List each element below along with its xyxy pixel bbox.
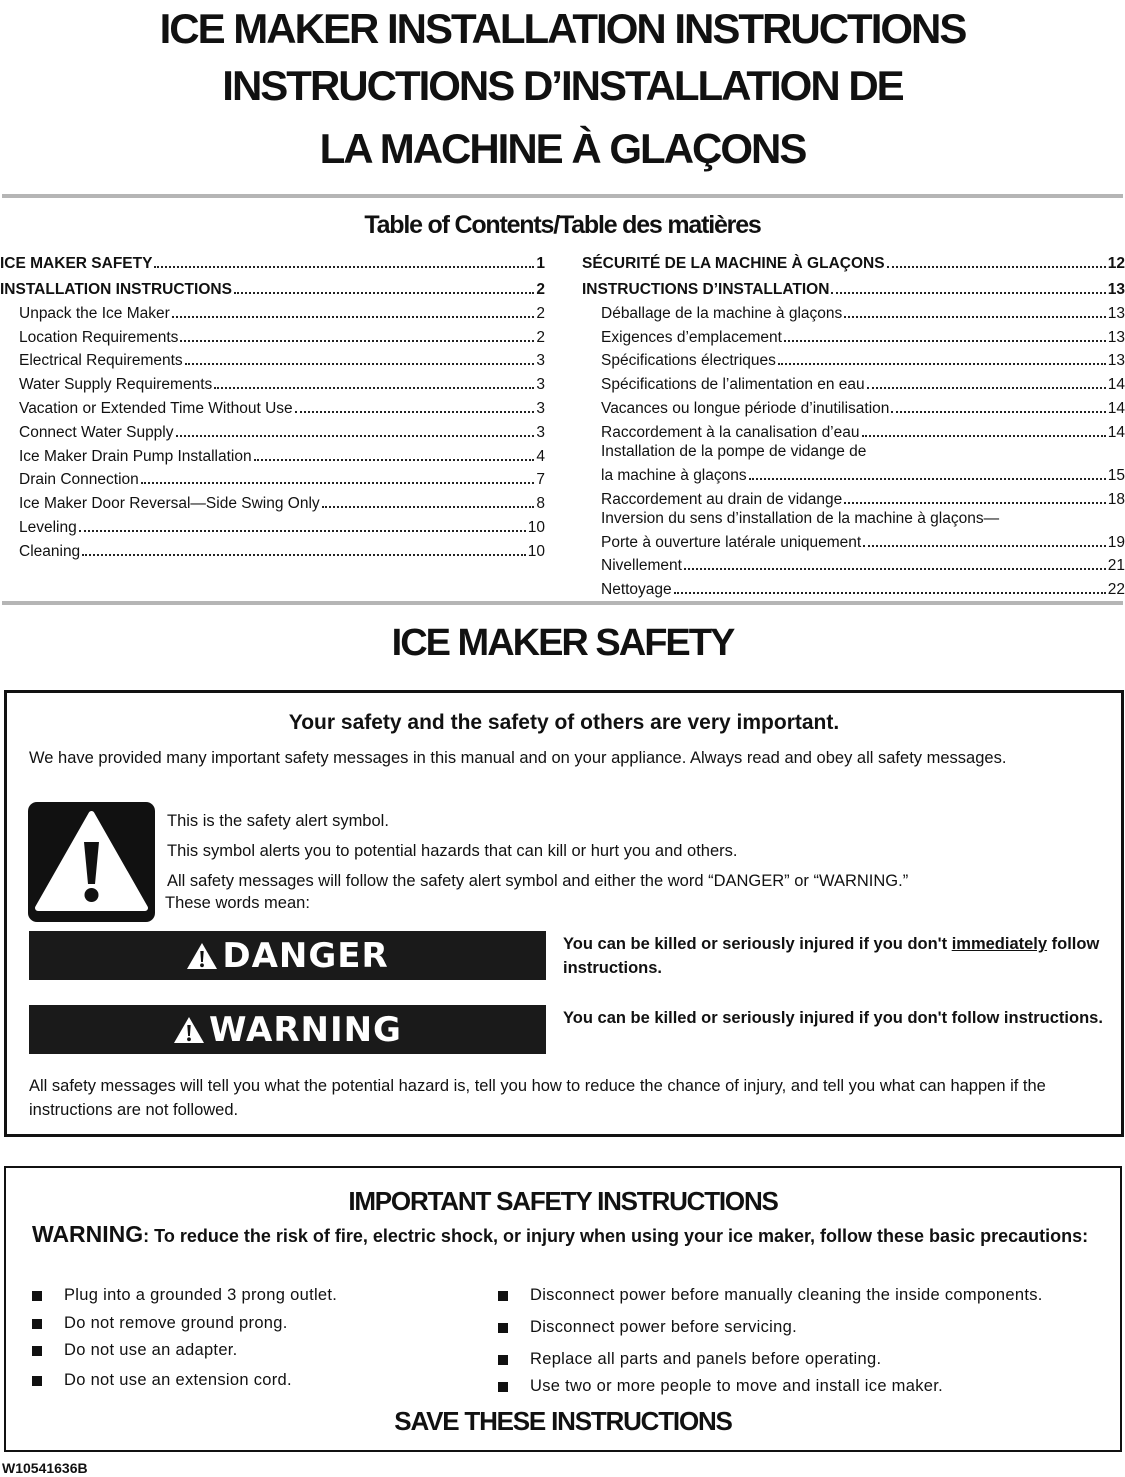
divider-middle — [2, 601, 1123, 605]
toc-entry-label: Leveling — [19, 518, 77, 536]
toc-entry-label: Spécifications électriques — [601, 352, 776, 370]
toc-entry-label-line1[interactable]: Installation de la pompe de vidange de — [601, 442, 867, 460]
toc-entry[interactable] — [582, 485, 1125, 509]
toc-entry-page: 14 — [1107, 399, 1125, 417]
toc-entry-page: 3 — [536, 399, 545, 417]
precaution-item — [32, 1371, 292, 1390]
save-instructions-footer: SAVE THESE INSTRUCTIONS — [394, 1406, 732, 1436]
precaution-text: Plug into a grounded 3 prong outlet. — [64, 1286, 338, 1304]
toc-entry-label: ICE MAKER SAFETY — [0, 255, 153, 272]
toc-entry-label-line1[interactable]: Inversion du sens d’installation de la machine à glaçons— — [601, 509, 1000, 527]
toc-entry-page: 2 — [536, 281, 545, 298]
toc-entry-label: Exigences d’emplacement — [601, 328, 782, 346]
toc-entry-page: 2 — [536, 328, 545, 346]
warning-label: WARNING — [209, 1009, 402, 1050]
bullet-square — [32, 1346, 42, 1356]
toc-leader — [180, 340, 534, 342]
danger-alert-icon — [186, 942, 218, 970]
toc-entry[interactable] — [582, 299, 1125, 323]
important-heading: IMPORTANT SAFETY INSTRUCTIONS — [348, 1186, 778, 1216]
precaution-text: Do not use an adapter. — [64, 1341, 238, 1359]
toc-leader — [863, 545, 1106, 547]
toc-leader — [891, 411, 1105, 413]
important-safety-box — [4, 1166, 1122, 1452]
toc-entry-page: 21 — [1107, 557, 1125, 575]
toc-leader — [154, 266, 534, 268]
toc-entry-label: Drain Connection — [19, 471, 139, 489]
toc-entry-label: Déballage de la machine à glaçons — [601, 304, 843, 322]
toc-entry-page: 7 — [536, 471, 545, 489]
toc-entry[interactable] — [0, 273, 545, 299]
toc-entry-label: Connect Water Supply — [19, 423, 174, 441]
toc-leader — [214, 387, 534, 389]
bullet-square — [32, 1376, 42, 1386]
bullet-square — [498, 1323, 508, 1333]
toc-entry-page: 1 — [536, 255, 545, 272]
title-line-1: ICE MAKER INSTALLATION INSTRUCTIONS — [159, 5, 966, 52]
toc-entry-label: Vacances ou longue période d’inutilisation — [601, 399, 890, 417]
toc-entry[interactable] — [0, 299, 545, 323]
toc-entry-page: 10 — [527, 542, 545, 560]
toc-entry-page: 12 — [1107, 255, 1125, 272]
toc-entry-page: 14 — [1107, 423, 1125, 441]
precaution-item — [498, 1286, 1043, 1305]
bullet-square — [498, 1382, 508, 1392]
safety-message-box — [4, 690, 1124, 1137]
toc-entry-page: 13 — [1107, 304, 1125, 322]
toc-entry-page: 14 — [1107, 376, 1125, 394]
toc-leader — [185, 363, 535, 365]
toc-entry-label: Raccordement à la canalisation d’eau — [601, 423, 860, 441]
toc-entry-page: 19 — [1107, 533, 1125, 551]
toc-leader — [831, 292, 1105, 294]
bullet-square — [32, 1319, 42, 1329]
danger-text-emphasis: immediately — [951, 935, 1048, 953]
toc-leader — [254, 459, 535, 461]
bullet-square — [498, 1291, 508, 1301]
precaution-item — [498, 1377, 943, 1396]
important-warning — [32, 1222, 1112, 1248]
toc-entry-page: 18 — [1107, 490, 1125, 508]
toc-entry-page: 13 — [1107, 328, 1125, 346]
toc-leader — [674, 592, 1106, 594]
precaution-item — [32, 1314, 288, 1333]
precaution-text: Do not remove ground prong. — [64, 1314, 288, 1332]
bullet-square — [498, 1355, 508, 1365]
precaution-item — [32, 1341, 238, 1360]
toc-leader — [862, 435, 1106, 437]
toc-entry-label: SÉCURITÉ DE LA MACHINE À GLAÇONS — [582, 255, 885, 272]
toc-entry[interactable] — [0, 537, 545, 561]
toc-leader — [234, 292, 534, 294]
toc-entry-label: Spécifications de l’alimentation en eau — [601, 376, 865, 394]
words-mean-label: These words mean: — [165, 894, 310, 912]
toc-entry-page: 3 — [536, 376, 545, 394]
toc-leader — [784, 340, 1106, 342]
toc-entry[interactable] — [0, 513, 545, 537]
toc-entry[interactable] — [582, 394, 1125, 418]
toc-entry[interactable] — [0, 247, 545, 273]
precaution-text: Disconnect power before manually cleaning the inside components. — [530, 1286, 1043, 1304]
toc-entry-page: 13 — [1107, 281, 1125, 298]
toc-entry-page: 2 — [536, 304, 545, 322]
safety-alert-description — [165, 810, 909, 912]
bullet-square — [32, 1291, 42, 1301]
toc-entry-page: 8 — [536, 495, 545, 513]
toc-leader — [79, 530, 526, 532]
toc-entry[interactable] — [582, 530, 1125, 552]
danger-signal-bar — [29, 931, 546, 980]
divider-top — [2, 194, 1123, 198]
toc-entry-label: la machine à glaçons — [601, 466, 747, 484]
toc-leader — [844, 502, 1105, 504]
toc-entry-page: 4 — [536, 447, 545, 465]
toc-entry-label: Nettoyage — [601, 581, 672, 599]
warning-text: : To reduce the risk of fire, electric shock, or injury when using your ice maker, follow these basic precautions: — [143, 1226, 1089, 1246]
toc-leader — [82, 554, 526, 556]
toc-leader — [295, 411, 535, 413]
precaution-text: Use two or more people to move and install ice maker. — [530, 1377, 944, 1395]
precaution-item — [498, 1318, 797, 1337]
toc-entry-label: Ice Maker Door Reversal—Side Swing Only — [19, 495, 320, 513]
document-id: W10541636B — [2, 1460, 88, 1476]
toc-heading: Table of Contents/Table des matières — [364, 211, 761, 239]
toc-entry[interactable] — [0, 347, 545, 371]
toc-leader — [867, 387, 1106, 389]
toc-entry[interactable] — [582, 418, 1125, 442]
toc-entry-page: 3 — [536, 423, 545, 441]
toc-leader — [844, 316, 1105, 318]
safety-box-intro: We have provided many important safety messages in this manual and on your appliance. Always read and obey all safety messages. — [29, 749, 1007, 767]
toc-leader — [778, 363, 1106, 365]
precaution-item — [32, 1286, 337, 1305]
danger-text-part: You can be killed or seriously injured if you don't — [563, 935, 952, 953]
toc-left-column — [0, 247, 545, 561]
toc-entry[interactable] — [582, 552, 1125, 576]
toc-entry-label: Vacation or Extended Time Without Use — [19, 399, 293, 417]
toc-entry[interactable] — [582, 247, 1125, 273]
danger-label: DANGER — [222, 935, 389, 976]
precaution-item — [498, 1350, 881, 1369]
toc-entry-page: 22 — [1107, 581, 1125, 599]
toc-entry-label: Cleaning — [19, 542, 81, 560]
toc-leader — [887, 266, 1106, 268]
toc-entry-label: Porte à ouverture latérale uniquement — [601, 533, 862, 551]
toc-entry[interactable] — [0, 442, 545, 466]
toc-entry[interactable] — [0, 323, 545, 347]
toc-entry[interactable] — [582, 463, 1125, 485]
alert-line: This is the safety alert symbol. — [167, 812, 389, 830]
toc-entry[interactable] — [0, 370, 545, 394]
toc-entry-label: Electrical Requirements — [19, 352, 183, 370]
safety-box-closing: All safety messages will tell you what the potential hazard is, tell you how to reduce the chance of injury, and tell you what can happen if the instructions are not followed. — [29, 1077, 1046, 1119]
toc-entry[interactable] — [0, 489, 545, 513]
precaution-text: Disconnect power before servicing. — [530, 1318, 797, 1336]
section-title-safety: ICE MAKER SAFETY — [391, 622, 734, 664]
toc-leader — [141, 482, 535, 484]
document-title — [0, 0, 1125, 177]
toc-leader — [684, 568, 1106, 570]
toc-entry-label: Raccordement au drain de vidange — [601, 490, 843, 508]
toc-entry-label: INSTALLATION INSTRUCTIONS — [0, 281, 232, 298]
danger-text-part: follow instructions. — [563, 935, 1100, 977]
toc-entry-label: Location Requirements — [19, 328, 179, 346]
warning-description: You can be killed or seriously injured if you don't follow instructions. — [563, 1009, 1103, 1027]
toc-entry[interactable] — [582, 273, 1125, 299]
toc-entry-page: 13 — [1107, 352, 1125, 370]
alert-line: All safety messages will follow the safety alert symbol and either the word “DANGER” or “WARNING.” — [167, 872, 909, 890]
danger-description — [563, 932, 1123, 980]
toc-entry-page: 10 — [527, 518, 545, 536]
warning-word: WARNING — [32, 1221, 144, 1247]
toc-leader — [322, 506, 535, 508]
toc-right-column — [582, 247, 1125, 599]
toc-entry[interactable] — [582, 347, 1125, 371]
toc-entry-page: 3 — [536, 352, 545, 370]
toc-leader — [172, 316, 535, 318]
warning-alert-icon — [173, 1016, 205, 1044]
toc-entry[interactable] — [582, 323, 1125, 347]
toc-entry-label: Water Supply Requirements — [19, 376, 213, 394]
toc-entry[interactable] — [0, 466, 545, 490]
toc-leader — [176, 435, 535, 437]
toc-entry[interactable] — [582, 370, 1125, 394]
toc-entry[interactable] — [0, 394, 545, 418]
safety-alert-icon — [28, 802, 155, 922]
alert-line: This symbol alerts you to potential hazards that can kill or hurt you and others. — [167, 842, 738, 860]
toc-entry-page: 15 — [1107, 466, 1125, 484]
toc-leader — [749, 478, 1106, 480]
warning-signal-bar — [29, 1005, 546, 1054]
toc-entry-label: Ice Maker Drain Pump Installation — [19, 447, 252, 465]
toc-entry-label: Unpack the Ice Maker — [19, 304, 170, 322]
safety-box-heading: Your safety and the safety of others are very important. — [288, 711, 840, 734]
toc-entry-label: Nivellement — [601, 557, 682, 575]
precaution-text: Do not use an extension cord. — [64, 1371, 292, 1389]
toc-entry[interactable] — [0, 418, 545, 442]
title-line-2: INSTRUCTIONS D’INSTALLATION DE — [222, 62, 903, 109]
toc-entry-label: INSTRUCTIONS D’INSTALLATION — [582, 281, 830, 298]
precaution-text: Replace all parts and panels before operating. — [530, 1350, 882, 1368]
toc-entry[interactable] — [582, 575, 1125, 599]
title-line-3: LA MACHINE À GLAÇONS — [319, 125, 806, 172]
